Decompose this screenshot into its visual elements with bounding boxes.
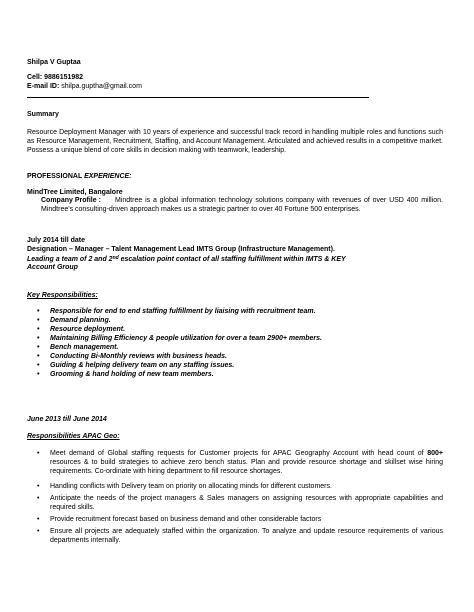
bullet-icon: • [37,335,40,342]
list-item [37,527,443,545]
list-item-text: Demand planning. [50,317,111,324]
key-responsibilities-list [37,307,322,379]
list-item [37,334,322,343]
experience-heading [27,172,132,181]
key-responsibilities-heading: Key Responsibilities: [27,292,98,299]
bullet-icon: • [37,495,40,502]
header-divider [27,97,369,98]
bullet-icon: • [37,528,40,535]
company-profile-label: Company Profile : [41,197,101,204]
apac-responsibilities-list [37,449,443,548]
bullet-icon: • [37,371,40,378]
list-item [37,325,322,334]
email-line [27,82,142,91]
list-item [37,343,322,352]
bullet-icon: • [37,353,40,360]
bullet-icon: • [37,516,40,523]
leading-superscript: nd [112,255,119,261]
list-item [37,316,322,325]
cell-line [27,73,83,82]
list-item-text: Conducting Bi-Monthly reviews with business heads. [50,353,227,360]
bullet-icon: • [37,308,40,315]
summary-text: Resource Deployment Manager with 10 years of experience and successful track record in handling multiple roles and functions such as Resource Management, Recruitment, Staffing, and Account Management. Articulated and achieved results in a competitive market. Possess a unique blend of core skills in decision making with teamwork, leadership. [27,129,443,154]
leading-text-part2: escalation point contact of all staffing fulfillment within IMTS & KEY [118,256,346,263]
list-item [37,307,322,316]
list-item-text: Anticipate the needs of the project managers & Sales managers on assigning resources with appropriate capabilities and required skills. [50,495,443,511]
candidate-name: Shilpa V Guptaa [27,59,81,66]
list-item-text: Responsible for end to end staffing fulfillment by liaising with recruitment team. [50,308,316,315]
list-item-text: Guiding & helping delivery team on any staffing issues. [50,362,235,369]
company-name: MindTree Limited, Bangalore [27,189,123,196]
list-item-text: Meet demand of Global staffing requests for Customer projects for APAC Geography Account with head count of [50,450,428,457]
email-label: E-mail ID: [27,83,60,90]
list-item [37,515,443,524]
cell-value: 9886151982 [44,74,84,81]
list-item [37,370,322,379]
leading-text-part1: Leading a team of 2 and 2 [27,256,113,263]
list-item [37,449,443,476]
designation: Designation – Manager – Talent Management Lead IMTS Group (Infrastructure Management). [27,246,335,253]
experience-heading-prefix: PROFESSIONAL [27,173,83,180]
list-item-text: Maintaining Billing Efficiency & people utilization for over a team 2900+ members. [50,335,322,342]
cell-label: Cell: [27,74,43,81]
list-item [37,352,322,361]
experience-heading-suffix: EXPERIENCE: [84,173,132,180]
list-item-text: Grooming & hand holding of new team members. [50,371,214,378]
list-item-bold-text: 800+ [427,450,443,457]
list-item [37,494,443,512]
list-item-text: Bench management. [50,344,119,351]
bullet-icon: • [37,344,40,351]
summary-heading: Summary [27,111,59,118]
period-current: July 2014 till date [27,237,85,244]
list-item-text: Handling conflicts with Delivery team on priority on allocating minds for different customers. [50,483,332,490]
bullet-icon: • [37,326,40,333]
bullet-icon: • [37,317,40,324]
list-item [37,361,322,370]
list-item-text: resources & to build strategies to achieve zero bench status. Plan and provide resource shortage and skillset wise hiring requirements. Co-ordinate with hiring department to fill resource shortages. [50,459,443,475]
apac-responsibilities-heading: Responsibilities APAC Geo: [27,433,120,440]
list-item-text: Provide recruitment forecast based on business demand and other considerable factors [50,516,322,523]
email-value: shilpa.guptha@gmail.com [61,83,142,90]
bullet-icon: • [37,362,40,369]
bullet-icon: • [37,450,40,457]
bullet-icon: • [37,483,40,490]
company-profile-text: Mindtree is a global information technology solutions company with revenues of over USD 400 million. Mindtree's consulting-driven approach makes us a strategic partner to over 40 Fortune 500 enterprises. [41,197,443,213]
list-item [37,482,443,491]
list-item-text: Resource deployment. [50,326,126,333]
list-item-text: Ensure all projects are adequately staffed within the organization. To analyze and update resource requirements of various departments internally. [50,528,443,544]
leading-line-2: Account Group [27,264,78,271]
period-previous: June 2013 till June 2014 [27,416,107,423]
